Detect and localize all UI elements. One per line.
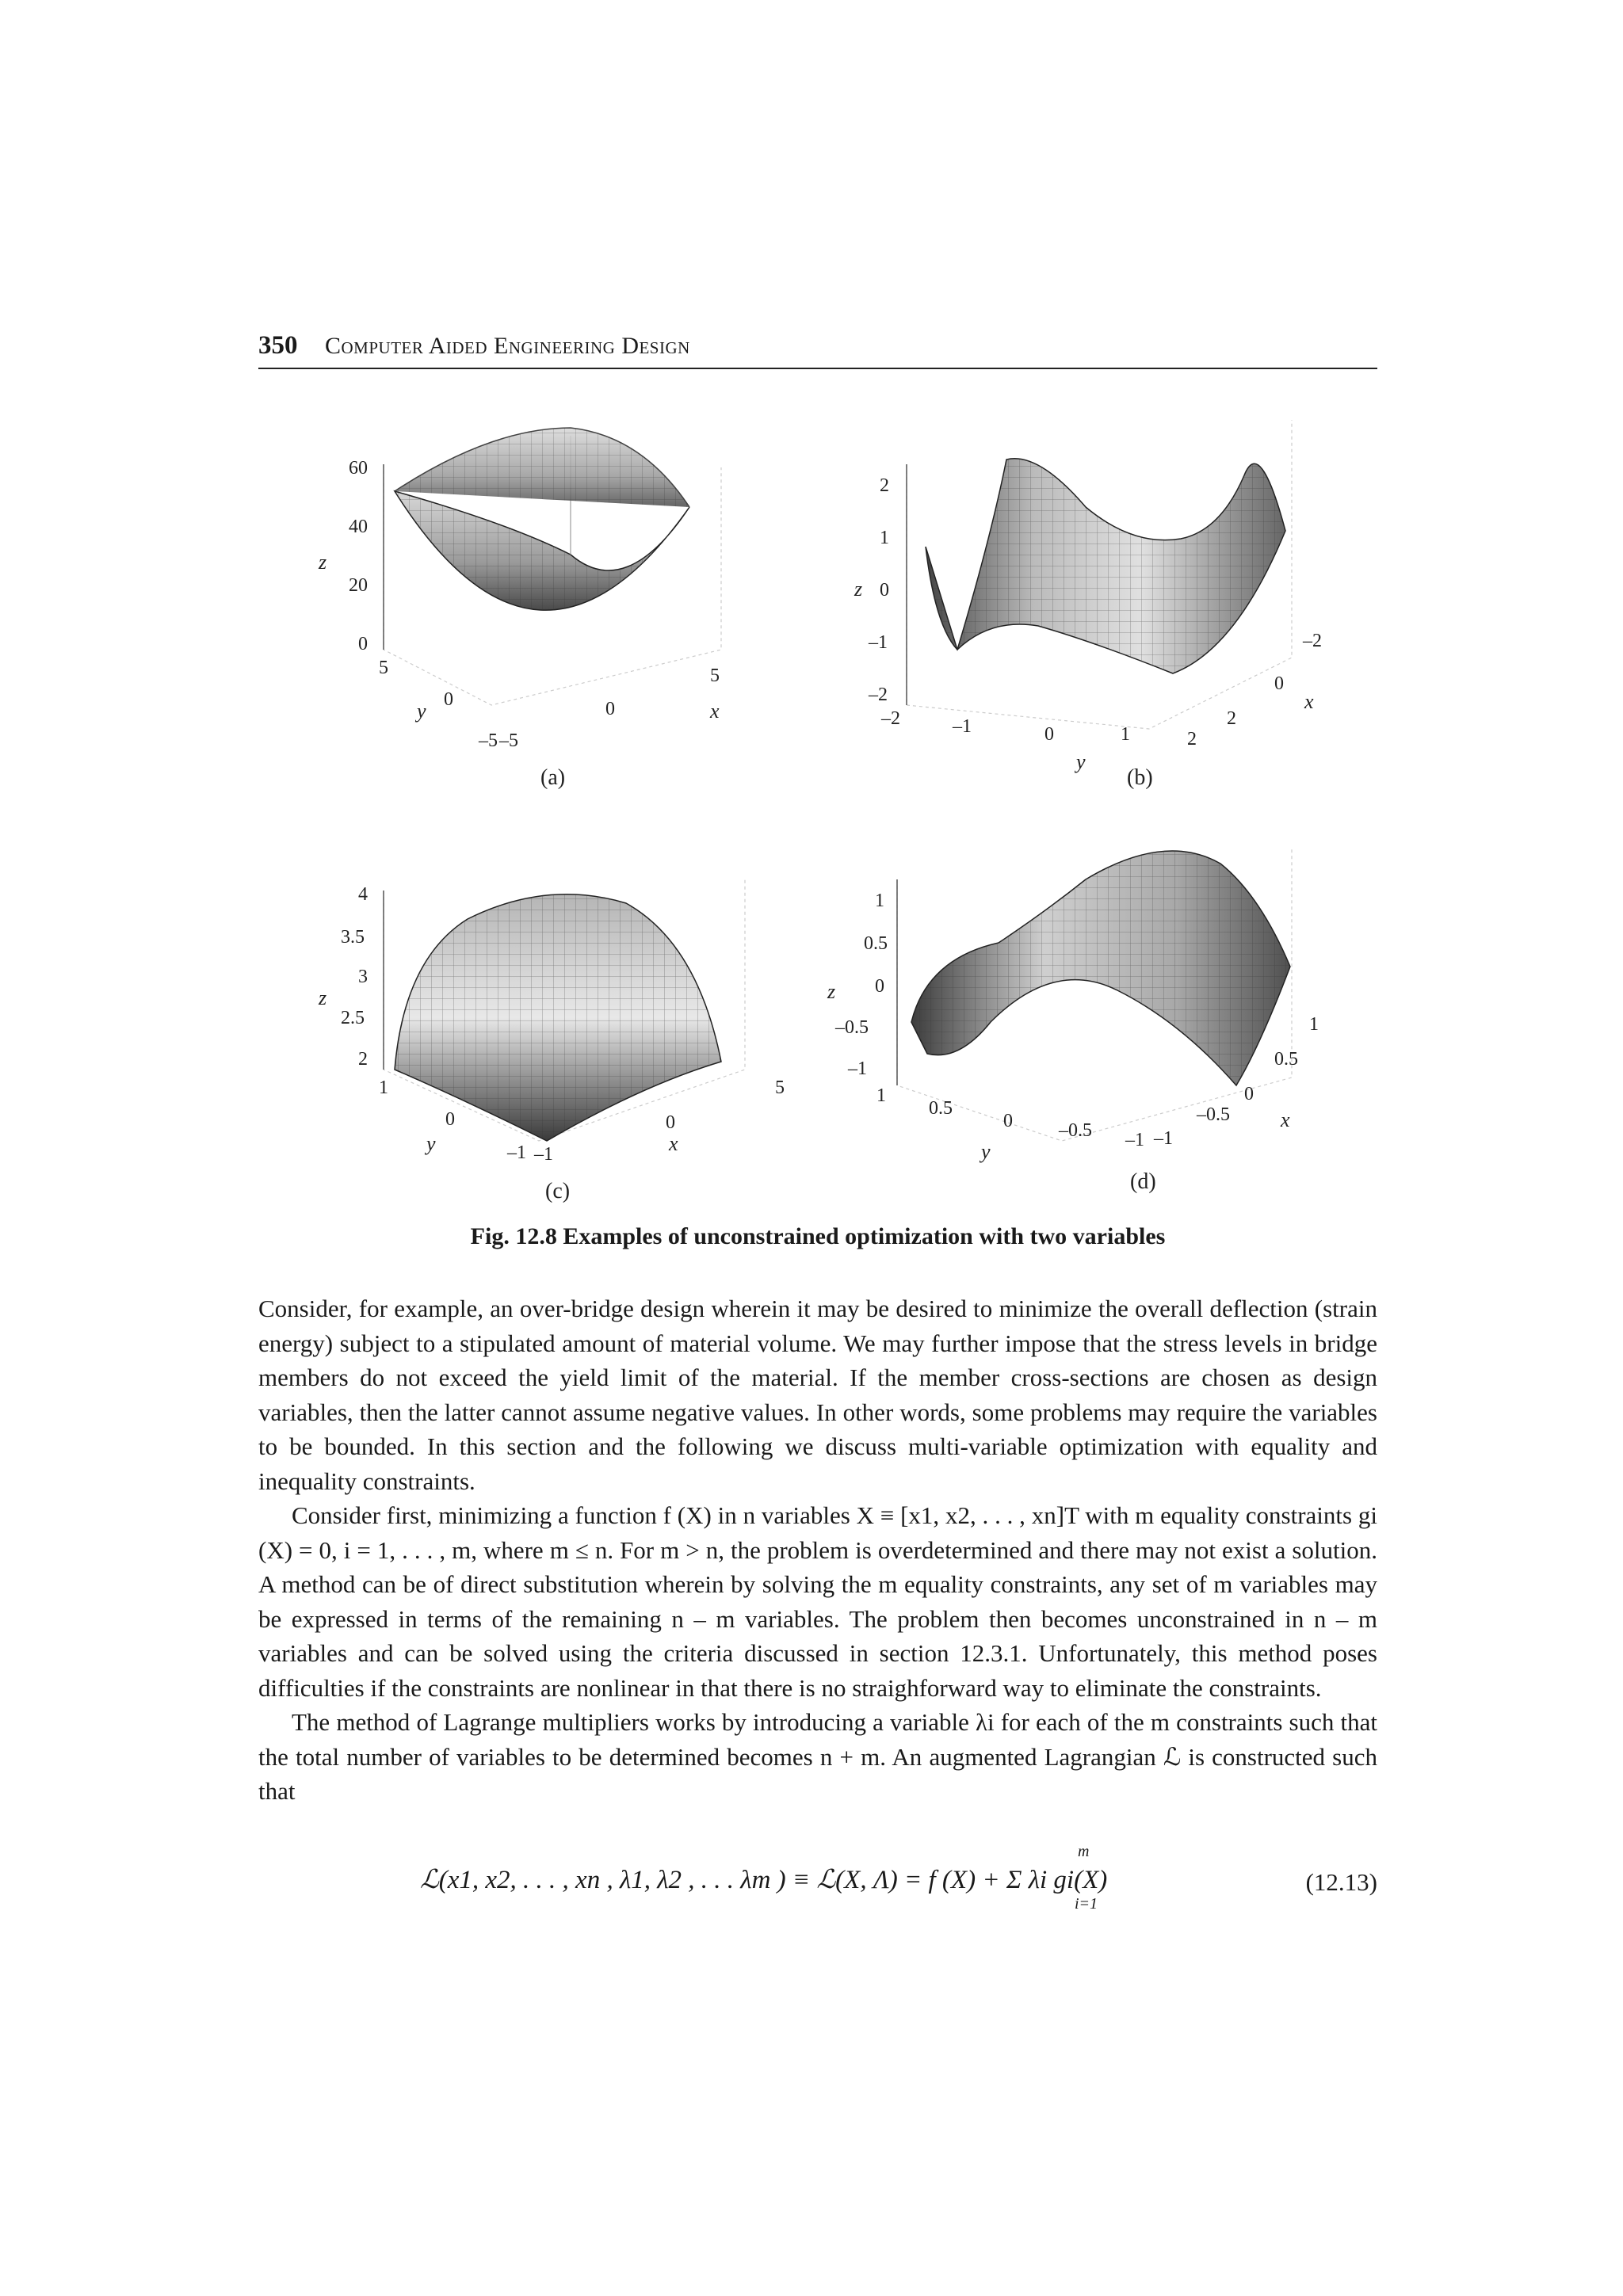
sum-upper-limit: m	[1078, 1843, 1090, 1860]
z-tick: –1	[848, 1058, 867, 1079]
y-tick: –1	[1125, 1130, 1144, 1150]
figure-caption: Fig. 12.8 Examples of unconstrained optimization with two variables	[470, 1223, 1166, 1249]
z-axis-label: z	[827, 980, 836, 1003]
z-axis-label: z	[319, 551, 327, 574]
x-tick: 0	[666, 1112, 675, 1133]
x-tick: 5	[710, 666, 720, 686]
panel-c-z-ticks	[341, 884, 368, 1070]
z-axis-label: z	[319, 986, 327, 1009]
z-axis-label: z	[854, 578, 863, 601]
x-tick: –2	[1303, 631, 1322, 651]
y-tick: –1	[507, 1142, 526, 1163]
panel-d-z-ticks	[834, 891, 888, 1079]
z-tick: 1	[875, 891, 884, 911]
z-tick: 0	[358, 634, 368, 654]
x-tick: –5	[499, 730, 518, 751]
y-tick: 1	[379, 1077, 388, 1098]
z-tick: 0	[880, 580, 889, 601]
panel-b	[854, 420, 1322, 790]
x-tick: 1	[1309, 1014, 1319, 1035]
y-tick: 5	[379, 658, 388, 678]
paragraph: The method of Lagrange multipliers works by introducing a variable λi for each of the m constraints such that the total number of variables to be determined becomes n + m. An augmented Lagrangian ℒ is constructed such that	[258, 1708, 1377, 1805]
x-axis-label: x	[1281, 1108, 1290, 1131]
z-tick: 4	[358, 884, 368, 905]
z-tick: 2	[358, 1049, 368, 1070]
x-tick: 2	[1227, 708, 1236, 729]
z-tick: 2	[880, 475, 889, 496]
surface-plots	[309, 388, 1331, 1212]
equation-number: (12.13)	[1305, 1868, 1377, 1896]
y-tick: 0	[445, 1109, 455, 1130]
sum-lower-limit: i=1	[1075, 1895, 1098, 1913]
x-tick: 0	[1274, 673, 1284, 694]
y-tick: –1	[953, 716, 972, 737]
z-tick: 0	[875, 976, 884, 997]
panel-d	[827, 848, 1319, 1194]
y-tick: 1	[876, 1085, 886, 1106]
panel-label: (c)	[545, 1179, 571, 1203]
y-tick: 0	[444, 689, 453, 710]
z-tick: 20	[349, 575, 368, 596]
y-tick: –5	[479, 730, 498, 751]
x-tick: 0.5	[1274, 1049, 1298, 1070]
z-tick: –0.5	[835, 1017, 869, 1038]
z-tick: 40	[349, 517, 368, 537]
figure-12-8	[309, 388, 1331, 1212]
y-tick: –0.5	[1059, 1120, 1092, 1141]
y-axis-label: y	[417, 700, 426, 723]
y-tick: 0.5	[929, 1098, 953, 1119]
page-number: 350	[258, 331, 298, 360]
running-head: Computer Aided Engineering Design	[325, 333, 690, 359]
panel-c	[318, 879, 785, 1203]
y-axis-label: y	[426, 1132, 436, 1155]
x-axis-label: x	[1304, 690, 1314, 713]
z-tick: 60	[349, 458, 368, 479]
page-header	[258, 331, 1377, 369]
y-axis-label: y	[981, 1140, 991, 1163]
z-tick: –2	[869, 685, 888, 705]
panel-label: (d)	[1130, 1169, 1156, 1194]
panel-b-z-ticks	[868, 475, 889, 705]
x-tick: –0.5	[1197, 1104, 1230, 1125]
z-tick: 3	[358, 967, 368, 987]
x-axis-label: x	[669, 1132, 678, 1155]
body-text	[258, 1291, 1377, 1809]
z-tick: 1	[880, 528, 889, 548]
z-tick: 2.5	[341, 1008, 365, 1028]
y-tick: 0	[1003, 1111, 1013, 1131]
panel-a	[318, 428, 721, 790]
y-axis-label: y	[1076, 750, 1086, 773]
paragraph: Consider first, minimizing a function f (X) in n variables X ≡ [x1, x2, . . . , xn]T with m equality constraints gi (X) = 0, i = 1, . . . , m, where m ≤ n. For m > n, the problem is overdetermined and there may not exist a solution. A method can be of direct substitution wherein by solving the m equality constraints, any set of m variables may be expressed in terms of the remaining n – m variables. The problem then becomes unconstrained in n – m variables and can be solved using the criteria discussed in section 12.3.1. Unfortunately, this method poses difficulties if the constraints are nonlinear in that there is no straighforward way to eliminate the constraints.	[258, 1501, 1377, 1702]
x-axis-label: x	[710, 700, 720, 723]
x-tick: –1	[534, 1144, 553, 1165]
y-tick: 0	[1044, 724, 1054, 745]
panel-a-z-ticks	[349, 458, 368, 654]
z-tick: 0.5	[864, 933, 888, 954]
x-tick: 5	[775, 1077, 785, 1098]
equation-text: ℒ(x1, x2, . . . , xn , λ1, λ2 , . . . λm ) ≡ ℒ(X, Λ) = f (X) + Σ λi gi(X)	[420, 1866, 1108, 1894]
panel-label: (b)	[1127, 765, 1153, 790]
equation-12-13	[420, 1843, 1377, 1919]
x-tick: 0	[605, 699, 615, 719]
y-tick: –2	[881, 708, 900, 729]
x-tick: 0	[1244, 1084, 1254, 1104]
panel-label: (a)	[540, 765, 566, 790]
z-tick: –1	[869, 632, 888, 653]
y-tick: 2	[1187, 729, 1197, 749]
y-tick: 1	[1121, 724, 1130, 745]
paragraph: Consider, for example, an over-bridge design wherein it may be desired to minimize the overall deflection (strain energy) subject to a stipulated amount of material volume. We may further impose that the stress levels in bridge members do not exceed the yield limit of the material. If the member cross-sections are chosen as design variables, then the latter cannot assume negative values. In other words, some problems may require the variables to be bounded. In this section and the following we discuss multi-variable optimization with equality and inequality constraints.	[258, 1295, 1377, 1495]
x-tick: –1	[1154, 1128, 1173, 1149]
z-tick: 3.5	[341, 927, 365, 948]
